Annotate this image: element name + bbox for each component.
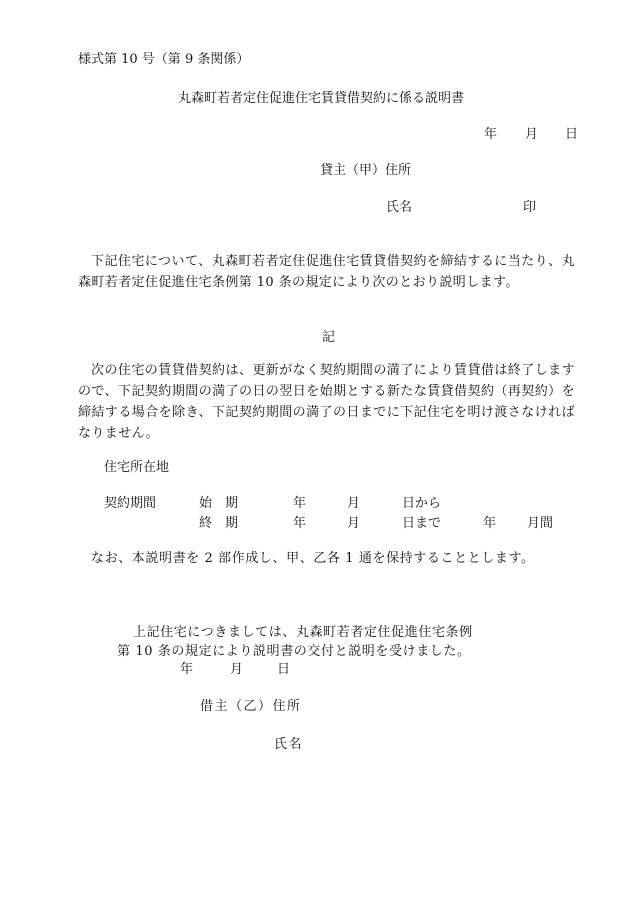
document-title: 丸森町若者定住促進住宅賃貸借契約に係る説明書 [178,91,465,106]
body-paragraph: 次の住宅の賃貸借契約は、更新がなく契約期間の満了により賃貸借は終了しますので、下記契約期間の満了の日の翌日を始期とする新たな賃貸借契約（再契約）を締結する場合を除き、下記契約期間の満了の日までに下記住宅を明け渡さなければなりません。 [78,363,575,441]
lessee-address-label: 借主（乙）住所 [200,699,302,714]
end-term-label: 終 期 [199,516,239,531]
lessor-name-label: 氏名 [386,200,413,215]
housing-location-label: 住宅所在地 [104,460,170,475]
end-day-suffix: 日まで [402,516,442,531]
start-month: 月 [347,496,361,511]
start-year: 年 [293,496,307,511]
ki-label: 記 [322,330,336,345]
date-day: 日 [565,127,579,142]
receipt-date-day: 日 [277,662,291,677]
receipt-line-1: 上記住宅につきましては、丸森町若者定住促進住宅条例 [133,625,473,640]
end-month: 月 [347,516,361,531]
lessee-name-label: 氏名 [274,737,304,752]
start-day-suffix: 日から [402,496,442,511]
total-months: 月間 [527,516,554,531]
contract-period-label: 契約期間 [104,496,157,511]
start-term-label: 始 期 [199,496,239,511]
receipt-date-month: 月 [230,662,244,677]
receipt-line-2: 第 10 条の規定により説明書の交付と説明を受けました。 [117,644,471,659]
seal-mark: 印 [523,200,537,215]
end-year: 年 [293,516,307,531]
copies-note: なお、本説明書を 2 部作成し、甲、乙各 1 通を保持することとします。 [91,551,535,566]
lessor-address-label: 貸主（甲）住所 [320,163,412,178]
date-month: 月 [525,127,539,142]
total-years: 年 [483,516,497,531]
date-year: 年 [484,127,498,142]
form-number: 様式第 10 号（第 9 条関係） [78,52,250,67]
receipt-date-year: 年 [180,662,194,677]
intro-paragraph: 下記住宅について、丸森町若者定住促進住宅賃貸借契約を締結するに当たり、丸森町若者定住促進住宅条例第 10 条の規定により次のとおり説明します。 [78,254,575,290]
